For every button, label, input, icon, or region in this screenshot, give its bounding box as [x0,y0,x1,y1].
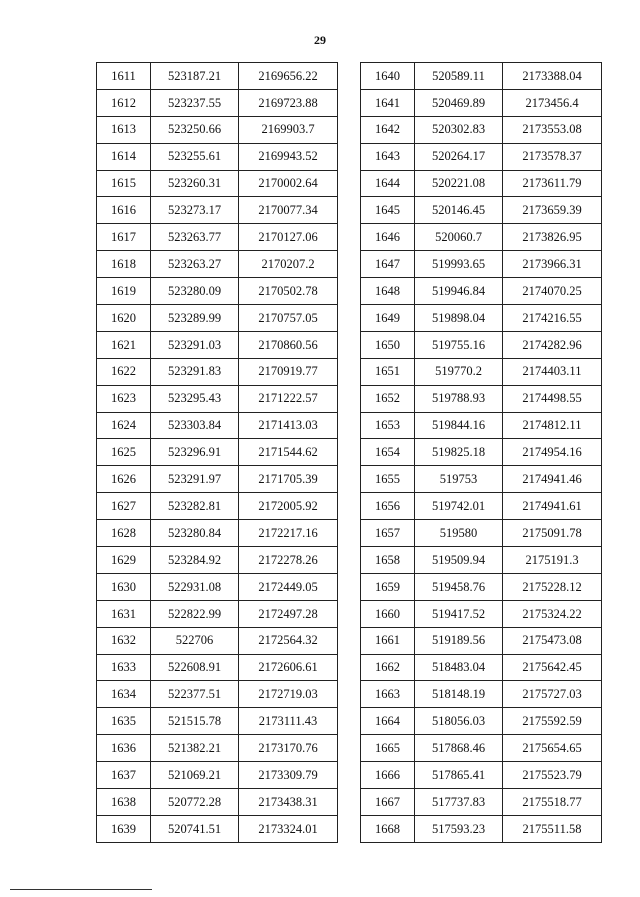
y-coordinate-cell: 2174941.46 [503,466,602,493]
point-number-cell: 1660 [361,600,415,627]
x-coordinate-cell: 519509.94 [415,547,503,574]
table-row [97,708,338,735]
y-coordinate-cell: 2169943.52 [239,143,338,170]
table-row [361,63,602,90]
table-row [361,708,602,735]
y-coordinate-cell: 2173438.31 [239,789,338,816]
y-coordinate-cell: 2172449.05 [239,573,338,600]
point-number-cell: 1621 [97,331,151,358]
x-coordinate-cell: 523260.31 [151,170,239,197]
y-coordinate-cell: 2170860.56 [239,331,338,358]
point-number-cell: 1652 [361,385,415,412]
y-coordinate-cell: 2170127.06 [239,224,338,251]
point-number-cell: 1617 [97,224,151,251]
point-number-cell: 1642 [361,116,415,143]
x-coordinate-cell: 517865.41 [415,762,503,789]
table-row [361,520,602,547]
y-coordinate-cell: 2173659.39 [503,197,602,224]
x-coordinate-cell: 523273.17 [151,197,239,224]
point-number-cell: 1629 [97,547,151,574]
point-number-cell: 1651 [361,358,415,385]
y-coordinate-cell: 2173966.31 [503,251,602,278]
y-coordinate-cell: 2173611.79 [503,170,602,197]
y-coordinate-cell: 2175473.08 [503,627,602,654]
table-row [361,573,602,600]
x-coordinate-cell: 519742.01 [415,493,503,520]
point-number-cell: 1650 [361,331,415,358]
x-coordinate-cell: 519844.16 [415,412,503,439]
x-coordinate-cell: 519753 [415,466,503,493]
point-number-cell: 1639 [97,815,151,842]
y-coordinate-cell: 2174954.16 [503,439,602,466]
table-row [97,278,338,305]
y-coordinate-cell: 2174216.55 [503,305,602,332]
x-coordinate-cell: 520221.08 [415,170,503,197]
table-row [97,439,338,466]
point-number-cell: 1666 [361,762,415,789]
table-row [361,654,602,681]
point-number-cell: 1623 [97,385,151,412]
x-coordinate-cell: 522931.08 [151,573,239,600]
x-coordinate-cell: 519788.93 [415,385,503,412]
x-coordinate-cell: 519755.16 [415,331,503,358]
x-coordinate-cell: 518483.04 [415,654,503,681]
y-coordinate-cell: 2170002.64 [239,170,338,197]
table-row [97,600,338,627]
point-number-cell: 1654 [361,439,415,466]
x-coordinate-cell: 523280.84 [151,520,239,547]
y-coordinate-cell: 2170077.34 [239,197,338,224]
x-coordinate-cell: 521515.78 [151,708,239,735]
y-coordinate-cell: 2170207.2 [239,251,338,278]
x-coordinate-cell: 522706 [151,627,239,654]
table-row [97,116,338,143]
table-row [97,547,338,574]
x-coordinate-cell: 521382.21 [151,735,239,762]
point-number-cell: 1615 [97,170,151,197]
y-coordinate-cell: 2173826.95 [503,224,602,251]
y-coordinate-cell: 2172606.61 [239,654,338,681]
point-number-cell: 1628 [97,520,151,547]
point-number-cell: 1627 [97,493,151,520]
point-number-cell: 1663 [361,681,415,708]
x-coordinate-cell: 520302.83 [415,116,503,143]
y-coordinate-cell: 2170502.78 [239,278,338,305]
x-coordinate-cell: 519825.18 [415,439,503,466]
y-coordinate-cell: 2169903.7 [239,116,338,143]
point-number-cell: 1633 [97,654,151,681]
x-coordinate-cell: 519898.04 [415,305,503,332]
table-row [97,520,338,547]
point-number-cell: 1664 [361,708,415,735]
point-number-cell: 1658 [361,547,415,574]
point-number-cell: 1616 [97,197,151,224]
point-number-cell: 1631 [97,600,151,627]
table-row [361,385,602,412]
point-number-cell: 1643 [361,143,415,170]
y-coordinate-cell: 2173456.4 [503,89,602,116]
x-coordinate-cell: 517593.23 [415,815,503,842]
table-row [97,573,338,600]
y-coordinate-cell: 2173111.43 [239,708,338,735]
point-number-cell: 1620 [97,305,151,332]
table-row [97,762,338,789]
x-coordinate-cell: 523291.97 [151,466,239,493]
x-coordinate-cell: 519993.65 [415,251,503,278]
table-row [97,197,338,224]
table-row [361,89,602,116]
y-coordinate-cell: 2172564.32 [239,627,338,654]
table-row [97,170,338,197]
x-coordinate-cell: 520146.45 [415,197,503,224]
table-row [97,412,338,439]
point-number-cell: 1657 [361,520,415,547]
table-row [361,547,602,574]
point-number-cell: 1625 [97,439,151,466]
y-coordinate-cell: 2174498.55 [503,385,602,412]
y-coordinate-cell: 2175518.77 [503,789,602,816]
point-number-cell: 1668 [361,815,415,842]
x-coordinate-cell: 523295.43 [151,385,239,412]
point-number-cell: 1632 [97,627,151,654]
point-number-cell: 1624 [97,412,151,439]
x-coordinate-cell: 518056.03 [415,708,503,735]
y-coordinate-cell: 2175324.22 [503,600,602,627]
table-row [97,681,338,708]
table-row [97,224,338,251]
point-number-cell: 1647 [361,251,415,278]
x-coordinate-cell: 523291.03 [151,331,239,358]
table-row [361,197,602,224]
table-row [361,735,602,762]
x-coordinate-cell: 522822.99 [151,600,239,627]
y-coordinate-cell: 2173553.08 [503,116,602,143]
y-coordinate-cell: 2171705.39 [239,466,338,493]
point-number-cell: 1644 [361,170,415,197]
footnote-rule [10,889,152,890]
x-coordinate-cell: 523187.21 [151,63,239,90]
table-row [361,493,602,520]
y-coordinate-cell: 2171544.62 [239,439,338,466]
table-row [361,815,602,842]
y-coordinate-cell: 2174812.11 [503,412,602,439]
x-coordinate-cell: 523250.66 [151,116,239,143]
x-coordinate-cell: 520060.7 [415,224,503,251]
point-number-cell: 1634 [97,681,151,708]
table-row [97,789,338,816]
y-coordinate-cell: 2173578.37 [503,143,602,170]
y-coordinate-cell: 2171413.03 [239,412,338,439]
y-coordinate-cell: 2172719.03 [239,681,338,708]
table-row [361,600,602,627]
table-row [361,466,602,493]
table-row [97,63,338,90]
point-number-cell: 1638 [97,789,151,816]
table-row [97,654,338,681]
y-coordinate-cell: 2169656.22 [239,63,338,90]
x-coordinate-cell: 523284.92 [151,547,239,574]
table-row [361,627,602,654]
point-number-cell: 1649 [361,305,415,332]
table-row [97,143,338,170]
y-coordinate-cell: 2174403.11 [503,358,602,385]
point-number-cell: 1656 [361,493,415,520]
x-coordinate-cell: 523291.83 [151,358,239,385]
x-coordinate-cell: 520589.11 [415,63,503,90]
point-number-cell: 1641 [361,89,415,116]
x-coordinate-cell: 522608.91 [151,654,239,681]
point-number-cell: 1662 [361,654,415,681]
x-coordinate-cell: 517868.46 [415,735,503,762]
table-row [97,251,338,278]
point-number-cell: 1646 [361,224,415,251]
point-number-cell: 1665 [361,735,415,762]
x-coordinate-cell: 523263.77 [151,224,239,251]
y-coordinate-cell: 2173170.76 [239,735,338,762]
x-coordinate-cell: 519417.52 [415,600,503,627]
x-coordinate-cell: 519580 [415,520,503,547]
table-row [361,278,602,305]
point-number-cell: 1619 [97,278,151,305]
y-coordinate-cell: 2175511.58 [503,815,602,842]
x-coordinate-cell: 523280.09 [151,278,239,305]
y-coordinate-cell: 2175191.3 [503,547,602,574]
y-coordinate-cell: 2175091.78 [503,520,602,547]
point-number-cell: 1611 [97,63,151,90]
table-row [361,251,602,278]
point-number-cell: 1612 [97,89,151,116]
point-number-cell: 1659 [361,573,415,600]
table-row [361,224,602,251]
x-coordinate-cell: 523289.99 [151,305,239,332]
table-row [361,116,602,143]
y-coordinate-cell: 2175523.79 [503,762,602,789]
x-coordinate-cell: 520741.51 [151,815,239,842]
table-row [361,170,602,197]
y-coordinate-cell: 2170757.05 [239,305,338,332]
x-coordinate-cell: 523255.61 [151,143,239,170]
y-coordinate-cell: 2172497.28 [239,600,338,627]
y-coordinate-cell: 2174941.61 [503,493,602,520]
y-coordinate-cell: 2175654.65 [503,735,602,762]
y-coordinate-cell: 2171222.57 [239,385,338,412]
y-coordinate-cell: 2173309.79 [239,762,338,789]
table-row [97,466,338,493]
y-coordinate-cell: 2172217.16 [239,520,338,547]
y-coordinate-cell: 2174070.25 [503,278,602,305]
table-row [97,627,338,654]
point-number-cell: 1648 [361,278,415,305]
point-number-cell: 1618 [97,251,151,278]
table-row [97,331,338,358]
x-coordinate-cell: 523263.27 [151,251,239,278]
y-coordinate-cell: 2170919.77 [239,358,338,385]
table-row [361,331,602,358]
y-coordinate-cell: 2174282.96 [503,331,602,358]
point-number-cell: 1661 [361,627,415,654]
table-row [97,815,338,842]
table-row [361,412,602,439]
point-number-cell: 1630 [97,573,151,600]
x-coordinate-cell: 519770.2 [415,358,503,385]
table-row [97,305,338,332]
point-number-cell: 1655 [361,466,415,493]
x-coordinate-cell: 520772.28 [151,789,239,816]
x-coordinate-cell: 519189.56 [415,627,503,654]
x-coordinate-cell: 522377.51 [151,681,239,708]
x-coordinate-cell: 517737.83 [415,789,503,816]
y-coordinate-cell: 2173388.04 [503,63,602,90]
point-number-cell: 1636 [97,735,151,762]
y-coordinate-cell: 2169723.88 [239,89,338,116]
table-row [361,789,602,816]
table-row [97,89,338,116]
x-coordinate-cell: 518148.19 [415,681,503,708]
table-row [361,143,602,170]
table-row [97,358,338,385]
table-row [361,681,602,708]
point-number-cell: 1637 [97,762,151,789]
point-number-cell: 1622 [97,358,151,385]
coordinates-table-right [360,62,602,843]
x-coordinate-cell: 520264.17 [415,143,503,170]
table-row [97,493,338,520]
y-coordinate-cell: 2173324.01 [239,815,338,842]
point-number-cell: 1614 [97,143,151,170]
y-coordinate-cell: 2175642.45 [503,654,602,681]
x-coordinate-cell: 521069.21 [151,762,239,789]
x-coordinate-cell: 523237.55 [151,89,239,116]
point-number-cell: 1626 [97,466,151,493]
coordinates-table-left [96,62,338,843]
y-coordinate-cell: 2175228.12 [503,573,602,600]
table-row [361,762,602,789]
point-number-cell: 1645 [361,197,415,224]
table-row [361,358,602,385]
y-coordinate-cell: 2172005.92 [239,493,338,520]
x-coordinate-cell: 523296.91 [151,439,239,466]
x-coordinate-cell: 519946.84 [415,278,503,305]
point-number-cell: 1613 [97,116,151,143]
point-number-cell: 1653 [361,412,415,439]
page-number: 29 [314,33,326,47]
y-coordinate-cell: 2172278.26 [239,547,338,574]
x-coordinate-cell: 523303.84 [151,412,239,439]
x-coordinate-cell: 519458.76 [415,573,503,600]
x-coordinate-cell: 520469.89 [415,89,503,116]
x-coordinate-cell: 523282.81 [151,493,239,520]
table-row [97,735,338,762]
point-number-cell: 1640 [361,63,415,90]
y-coordinate-cell: 2175592.59 [503,708,602,735]
point-number-cell: 1667 [361,789,415,816]
y-coordinate-cell: 2175727.03 [503,681,602,708]
table-row [97,385,338,412]
point-number-cell: 1635 [97,708,151,735]
table-row [361,305,602,332]
table-row [361,439,602,466]
